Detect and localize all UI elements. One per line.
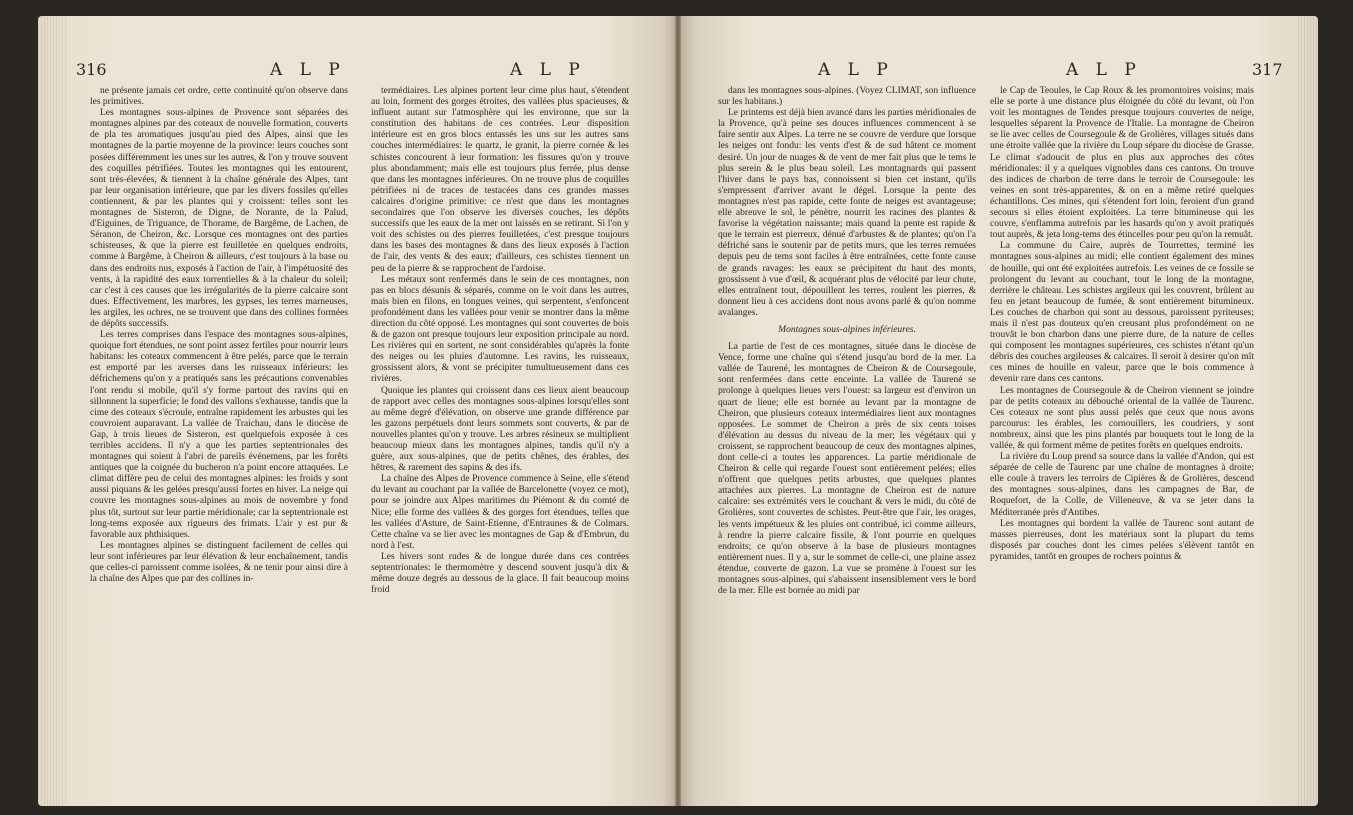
running-head: A L P — [818, 60, 894, 80]
paragraph: ne présente jamais cet ordre, cette continuité qu'on observe dans les primitives. — [90, 86, 348, 108]
paragraph: Les montagnes alpines se distinguent facilement de celles qui leur sont inférieures par leur élévation & leur enchaînement, tandis que celles-ci paroissent comme isolées, & ne tenir pour ainsi dire à la chaîne des Alpes que par des collines in- — [90, 540, 348, 585]
paragraph: Les montagnes qui bordent la vallée de Taurenc sont autant de masses pierreuses, dont les matériaux sont la plupart du tems disposés par couches dont les cimes pelées s'élèvent tantôt en pyramides, tantôt en groupes de rochers pointus & — [990, 518, 1254, 562]
text-column-3 — [718, 86, 976, 806]
paragraph: Les terres comprises dans l'espace des montagnes sous-alpines, quoique fort étendues, ne sont point assez fertiles pour nourrir leurs habitans: les coteaux commencent à être pelés, parce que le terrain est emporté par les averses dans les ruisseaux inférieurs: les défrichemens qu'on y a pratiqués sans les précautions convenables l'ont rendu si mobile, qu'il s'y forme partout des ravins qui en sillonnent la superficie; le fond des vallons s'exhausse, tandis que la cime des coteaux s'écroule, entraîne rapidement les arbustes qui les couvroient auparavant. La vallée de Traichau, dans le diocèse de Gap, à trois lieues de Sisteron, est quelquefois exposée à ces terribles accidens. Il n'y a que les parties septentrionales des montagnes qui soient à l'abri de pareils événemens, par les forêts antiques que la coignée du bucheron n'a point encore attaquées. Le climat diffère peu de celui des montagnes alpines: les froids y sont aussi piquans & les gelées presqu'aussi fortes en hiver. La neige qui couvre les montagnes sous-alpines au mois de novembre y fond plus tôt, surtout sur leur partie méridionale; car la septentrionale est long-tems exposée aux rigueurs des frimats. L'air y est pur & favorable aux phthisiques. — [90, 330, 348, 540]
left-header — [38, 60, 678, 84]
right-page — [678, 16, 1318, 806]
paragraph: Les montagnes de Coursegoule & de Cheiron viennent se joindre par de petits coteaux au débouché oriental de la vallée de Taurenc. Ces coteaux ne sont plus aussi pelés que ceux que nous avons parcourus: les érables, les cornouillers, les coudriers, y sont nombreux, ainsi que les pins plantés par bouquets tout le long de la vallée, & qui forment même de petites forêts en quelques endroits. — [990, 385, 1254, 451]
page-number: 317 — [1252, 60, 1283, 79]
page-edge — [38, 16, 68, 806]
right-header — [678, 60, 1318, 84]
paragraph: La chaîne des Alpes de Provence commence à Seine, elle s'étend du levant au couchant par la vallée de Barcelonette (voyez ce mot), pour se joindre aux Alpes maritimes du Piémont & du comté de Nice; elle forme des vallées & des gorges fort étendues, telles que les vallées d'Asture, de Saint-Etienne, d'Entraunes & de Colmars. Cette chaîne va se lier avec les montagnes de Gap & d'Embrun, du nord à l'est. — [371, 474, 629, 551]
running-head: A L P — [1066, 60, 1142, 80]
paragraph: Les hivers sont rudes & de longue durée dans ces contrées septentrionales: le thermomètre y descend souvent jusqu'à dix & même douze degrés au dessous de la glace. Il fait beaucoup moins froid — [371, 551, 629, 596]
section-subheading: Montagnes sous-alpines inférieures. — [778, 324, 916, 335]
running-head: A L P — [510, 60, 586, 80]
paragraph: dans les montagnes sous-alpines. (Voyez CLIMAT, son influence sur les habitans.) — [718, 86, 976, 108]
paragraph: Quoique les plantes qui croissent dans ces lieux aient beaucoup de rapport avec celles des montagnes sous-alpines lorsqu'elles sont au même degré d'élévation, on observe une grande différence par les gazons perpétuels dont leurs sommets sont couverts, & par de nouvelles plantes qu'on y trouve. Les arbres résineux se multiplient beaucoup mieux dans les montagnes alpines, tandis qu'il n'y a guère, aux sous-alpines, que de petits chênes, des érables, des hêtres, & rarement des sapins & des ifs. — [371, 385, 629, 474]
text-column-2 — [371, 86, 629, 806]
paragraph: termédiaires. Les alpines portent leur cime plus haut, s'étendent au loin, forment des gorges étroites, des vallées plus spacieuses, & influent autant sur l'atmosphère qui les environne, que sur la constitution des habitans de ces contrées. Leur disposition intérieure est en gros blocs entassés les uns sur les autres sans couches intermédiaires: le quartz, le granit, la pierre cornée & les schistes concourent à leur formation: les fissures qu'on y trouve plus abondamment; mais elle est toujours plus ferrée, plus dense que dans les montagnes inférieures. On ne trouve plus de coquilles pétrifiées ni de traces de testacées dans ces grandes masses calcaires d'origine primitive: ce n'est que dans les montagnes secondaires que l'on observe les diverses couches, les dépôts successifs que les eaux de la mer ont laissés en se retirant. Si l'on y voit des schistes ou des pierres feuilletées, c'est presque toujours dans les bases des montagnes & dans des lieux exposés à l'action de l'air, des vents & des eaux; d'ailleurs, ces schistes tiennent un peu de la pierre & se rapprochent de l'ardoise. — [371, 86, 629, 274]
text-column-1 — [90, 86, 348, 806]
paragraph: Les métaux sont renfermés dans le sein de ces montagnes, non pas en blocs désunis & séparés, comme on le voit dans les autres, mais bien en filons, en longues veines, qui serpentent, s'enfoncent profondément dans les vallées pour venir se montrer dans la même direction du côté opposé. Les montagnes qui sont couvertes de bois & de gazon ont presque toujours leur exposition principale au nord. Les rivières qui en sortent, ne sont considérables qu'après la fonte des neiges ou les pluies d'automne. Les ravins, les ruisseaux, grossissent alors, & vont se précipiter tumultueusement dans ces rivières. — [371, 274, 629, 385]
text-column-4 — [990, 86, 1254, 806]
running-head: A L P — [270, 60, 346, 80]
paragraph: La partie de l'est de ces montagnes, située dans le diocèse de Vence, forme une chaîne qui s'étend jusqu'au bord de la mer. La vallée de Taurené, les montagnes de Cheiron & de Coursegoule, sont renfermées dans cette enceinte. La vallée de Taurené se prolonge à quelques lieues vers l'ouest: sa largeur est d'environ un quart de lieue; elle est bornée au levant par la montagne de Cheiron, que plusieurs coteaux intermédiaires lient aux montagnes opposées. Le sommet de Cheiron a près de six cents toises d'élévation au dessus du niveau de la mer; les végétaux qui y croissent, se rapprochent beaucoup de ceux des montagnes alpines, dont celle-ci a toutes les apparences. La partie méridionale de Cheiron & celle qui regarde l'ouest sont entièrement pelées; elles n'offrent que quelques petits arbustes, que quelques plantes attachées aux pierres. La montagne de Cheiron est de nature calcaire: ses extrémités vers le couchant & vers le midi, du côté de Grolières, sont couvertes de schistes. Peut-être que l'air, les orages, les vents impétueux & les pluies ont contribué, ici comme ailleurs, à rendre la pierre calcaire fissile, & l'ont pourrie en quelques endroits; ce qu'on observe à la base de plusieurs montagnes entièrement nues. Il y a, sur le sommet de celle-ci, une plaine assez étendue, couverte de gazon. La vue se promène à l'ouest sur les montagnes sous-alpines, qui s'abaissent insensiblement vers le bord de la mer. Elle est bornée au midi par — [718, 342, 976, 597]
paragraph: Les montagnes sous-alpines de Provence sont séparées des montagnes alpines par des coteaux de nouvelle formation, couverts de pla tes aromatiques jusqu'au pied des Alpes, ainsi que les montagnes de la partie moyenne de la province: leurs couches sont posées différemment les unes sur les autres, & l'on y trouve souvent des coquilles pétrifiées. Toutes les montagnes qui les entourent, sont très-élevées, & tiennent à la chaîne générale des Alpes, tant par leur organisation intérieure, que par les divers fossiles qu'elles contiennent, & par les plantes qui y croissent: telles sont les montagnes de Sisteron, de Digne, de Norante, de la Palud, d'Eiguines, de Triguance, de Thorame, de Bargême, de Lachen, de Séranon, de Cheiron, &c. Lorsque ces montagnes ont des parties schisteuses, & que la pierre est feuilletée en quelques endroits, comme à Bargême, à Cheiron & ailleurs, c'est toujours à la base ou dans des endroits nus, exposés à l'action de l'air, à l'impétuosité des vents, à la rapidité des eaux torrentielles & à la chaleur du soleil; car c'est à ces causes que les irrégularités de la pierre calcaire sont dues. Effectivement, les marbres, les gypses, les terres marneuses, les argiles, les ochres, ne se trouvent que dans des collines formées de dépôts successifs. — [90, 108, 348, 329]
open-book — [38, 16, 1318, 806]
page-edge — [1296, 16, 1318, 806]
paragraph: La rivière du Loup prend sa source dans la vallée d'Andon, qui est séparée de celle de Taurenc par une chaîne de montagnes à droite; elle coule à travers les terroirs de Cipières & de Grolières, descend des montagnes sous-alpines, dans les campagnes de Bar, de Roquefort, de la Colle, de Villeneuve, & va se jeter dans la Méditerranée près d'Antibes. — [990, 452, 1254, 518]
paragraph: La commune du Caire, auprès de Tourrettes, terminé les montagnes sous-alpines au midi; elle contient également des mines de houille, qui ont été exploitées autrefois. Les veines de ce fossile se prolongent du levant au couchant, tout le long de la montagne, derrière le château. Les schistes argileux qui les couvrent, brûlent au feu en jetant beaucoup de fumée, & sont entièrement bitumineux. Les couches de charbon qui sont au dessous, paroissent pyriteuses; mais il n'est pas douteux qu'en creusant plus profondément on ne trouvât le bon charbon dans une pierre dure, de la nature de celles qui composent les montagnes supérieures, ces schistes n'étant qu'un débris des couches argileuses & calcaires. Il seroit à desirer qu'on mît ces mines de houille en valeur, parce que le bois commence à devenir rare dans ces cantons. — [990, 241, 1254, 385]
paragraph: le Cap de Teoules, le Cap Roux & les promontoires voisins; mais elle se porte à une distance plus éloignée du côté du levant, où l'on voit les montagnes de Tendes presque toujours couvertes de neige, lesquelles séparent la Provence de l'Italie. La montagne de Cheiron se lie avec celles de Coursegoule & de Grolières, villages situés dans une étroite vallée que la rivière du Loup sépare du diocèse de Grasse. Le climat s'adoucit de plus en plus aux approches des côtes méridionales: il y a quelques vignobles dans ces cantons. On trouve des indices de charbon de terre dans le terroir de Coursegoule: les veines en sont très-apparentes, & on en a même retiré quelques échantillons. Ces mines, qui s'étendent fort loin, feroient d'un grand secours si elles étoient exploitées. La terre bitumineuse qui les couvre, s'enflamma autrefois par les hasards qu'on y avoit pratiqués tout auprès, & jeta long-tems des étincelles pour peu qu'on la remuât. — [990, 86, 1254, 241]
book-gutter — [675, 16, 681, 806]
paragraph: Le printems est déjà bien avancé dans les parties méridionales de la Provence, qu'à peine ses douces influences commencent à se faire sentir aux Alpes. La terre ne se couvre de verdure que lorsque les neiges ont fondu: les vents d'est & de sud hâtent ce moment desiré. Un jour de nuages & de vent de mer fait plus que le tems le plus serein & le plus beau soleil. Les montagnards qui passent l'hiver dans le pays bas, connoissent si bien cet instant, qu'ils s'empressent d'arriver avant le dégel. Lorsque la pente des montagnes n'est pas rapide, cette fonte de neiges est avantageuse; elle abreuve le sol, le pénètre, nourrit les racines des plantes & favorise la végétation naissante; mais quand la pente est rapide & que le terrain est pierreux, dénué d'arbustes & de plantes; qu'on l'a défriché sans le soutenir par de petits murs, que les terres remuées depuis peu de tems sont faciles à être entraînées, cette fonte cause de grands ravages: les eaux se précipitent du haut des monts, grossissent à vue d'œil, & acquérant plus de vélocité par leur chute, elles entraînent tout, dépouillent les terres, roulent les pierres, & donnent lieu à ces accidens dont nous avons parlé & qu'on nomme avalanges. — [718, 108, 976, 318]
left-page — [38, 16, 678, 806]
page-number: 316 — [76, 60, 107, 79]
